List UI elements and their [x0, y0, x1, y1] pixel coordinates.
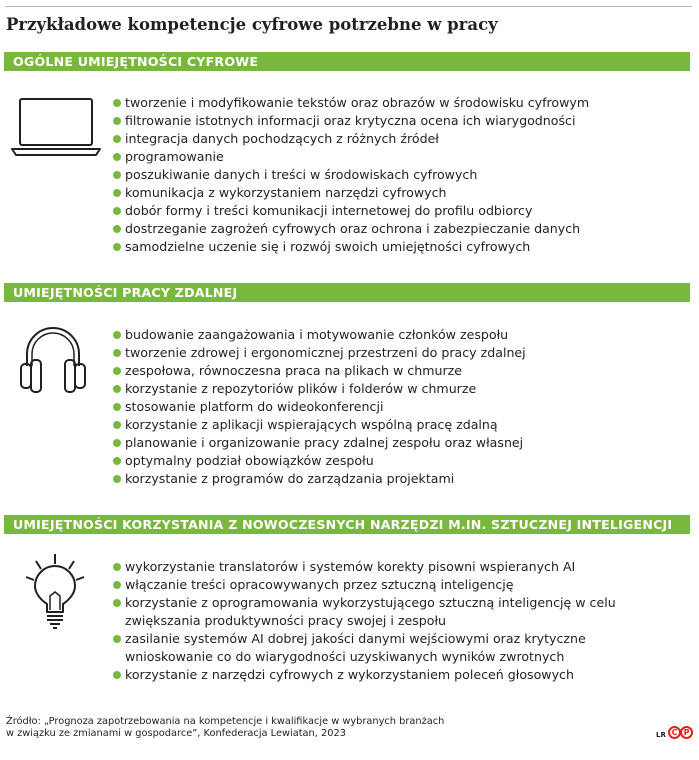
list-item: komunikacja z wykorzystaniem narzędzi cyfrowych — [113, 184, 589, 202]
list-item: budowanie zaangażowania i motywowanie członków zespołu — [113, 326, 526, 344]
list-general — [113, 94, 589, 256]
list-item: poszukiwanie danych i treści w środowiskach cyfrowych — [113, 166, 589, 184]
list-item: optymalny podział obowiązków zespołu — [113, 452, 526, 470]
list-ai — [113, 558, 616, 684]
list-item: korzystanie z oprogramowania wykorzystującego sztuczną inteligencję w celu — [113, 594, 616, 612]
copyright-p-icon: P — [680, 726, 693, 739]
list-item: filtrowanie istotnych informacji oraz krytyczna ocena ich wiarygodności — [113, 112, 589, 130]
list-item: wykorzystanie translatorów i systemów korekty pisowni wspieranych AI — [113, 558, 616, 576]
list-item-continuation: zwiększania produktywności pracy swojej i zespołu — [125, 613, 447, 628]
source-note — [6, 716, 444, 740]
list-item: tworzenie i modyfikowanie tekstów oraz obrazów w środowisku cyfrowym — [113, 94, 589, 112]
list-item: dostrzeganie zagrożeń cyfrowych oraz ochrona i zabezpieczanie danych — [113, 220, 589, 238]
list-item: programowanie — [113, 148, 589, 166]
source-line-2: w związku ze zmianami w gospodarce”, Konfederacja Lewiatan, 2023 — [6, 728, 346, 739]
copyright-c-icon: C — [668, 726, 681, 739]
list-item: integracja danych pochodzących z różnych źródeł — [113, 130, 589, 148]
list-item: samodzielne uczenie się i rozwój swoich umiejętności cyfrowych — [113, 238, 589, 256]
list-item: dobór formy i treści komunikacji internetowej do profilu odbiorcy — [113, 202, 589, 220]
section-header-remote: UMIEJĘTNOŚCI PRACY ZDALNEJ — [4, 283, 690, 302]
list-item: korzystanie z aplikacji wspierających wspólną pracę zdalną — [113, 416, 526, 434]
top-rule — [5, 6, 692, 7]
section-header-general: OGÓLNE UMIEJĘTNOŚCI CYFROWE — [4, 52, 690, 71]
list-item: zespołowa, równoczesna praca na plikach w chmurze — [113, 362, 526, 380]
list-item: tworzenie zdrowej i ergonomicznej przestrzeni do pracy zdalnej — [113, 344, 526, 362]
list-item: zasilanie systemów AI dobrej jakości danymi wejściowymi oraz krytyczne — [113, 630, 616, 648]
logo-lr-text: LR — [656, 731, 666, 739]
headphones-icon — [17, 320, 89, 394]
list-item: korzystanie z programów do zarządzania projektami — [113, 470, 526, 488]
lightbulb-icon — [24, 552, 86, 632]
list-item: włączanie treści opracowywanych przez sztuczną inteligencję — [113, 576, 616, 594]
source-line-1: Źródło: „Prognoza zapotrzebowania na kompetencje i kwalifikacje w wybranych branżach — [6, 716, 445, 727]
section-header-ai: UMIEJĘTNOŚCI KORZYSTANIA Z NOWOCZESNYCH NARZĘDZI M.IN. SZTUCZNEJ INTELIGENCJI — [4, 515, 690, 534]
list-item: planowanie i organizowanie pracy zdalnej zespołu oraz własnej — [113, 434, 526, 452]
page-title: Przykładowe kompetencje cyfrowe potrzebne w pracy — [6, 15, 498, 34]
list-item-continuation: wnioskowanie co do wiarygodności uzyskiwanych wyników zwrotnych — [125, 649, 565, 664]
laptop-icon — [10, 97, 102, 159]
list-remote — [113, 326, 526, 488]
list-item: korzystanie z narzędzi cyfrowych z wykorzystaniem poleceń głosowych — [113, 666, 616, 684]
list-item: korzystanie z repozytoriów plików i folderów w chmurze — [113, 380, 526, 398]
list-item: stosowanie platform do wideokonferencji — [113, 398, 526, 416]
